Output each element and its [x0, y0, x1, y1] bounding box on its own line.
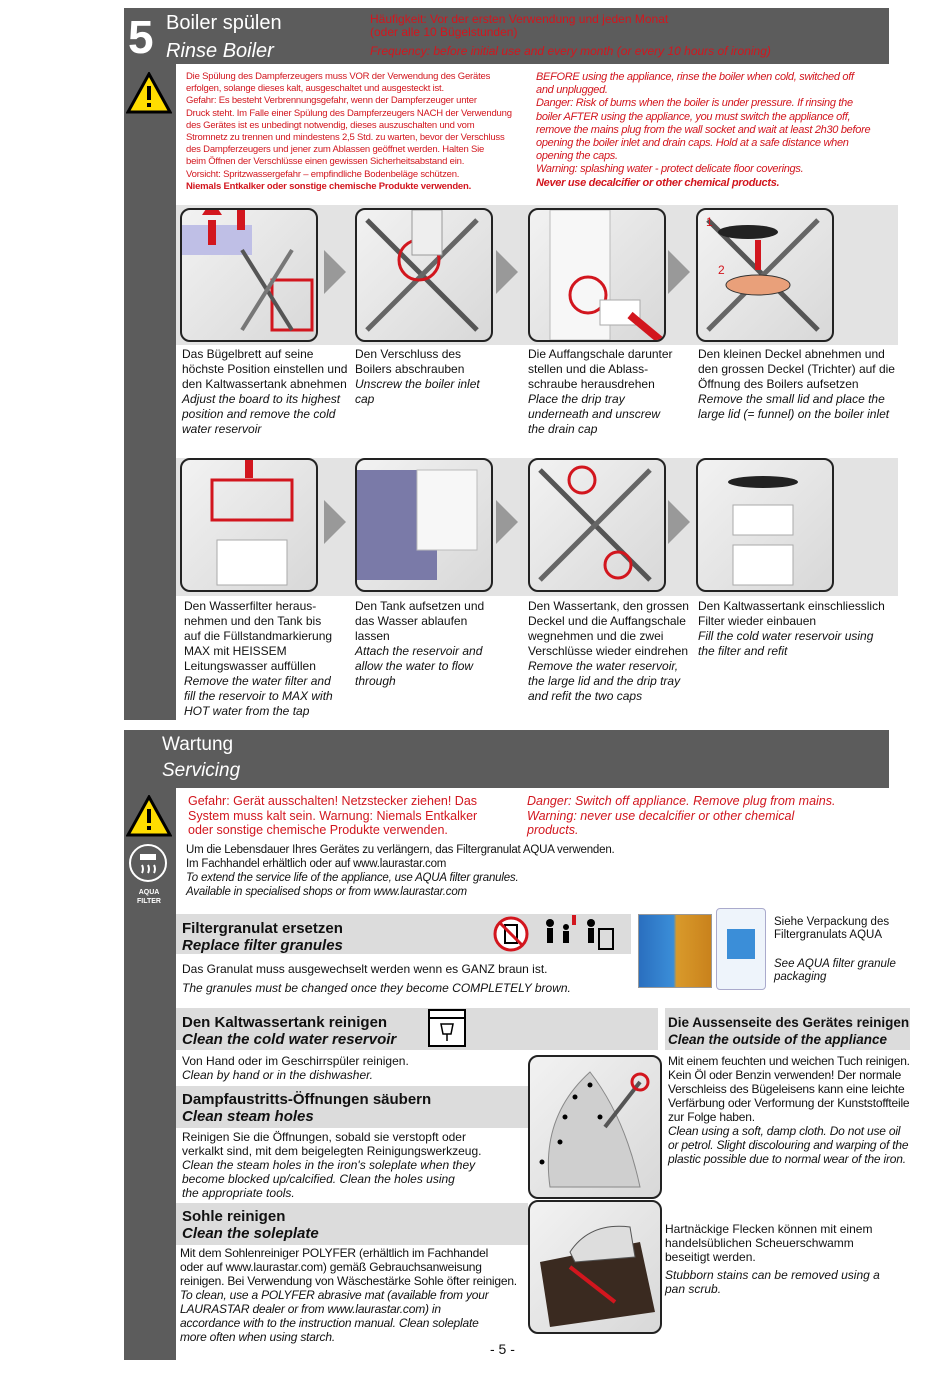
step7-photo	[528, 458, 666, 592]
reservoir-title: Den Kaltwassertank reinigen Clean the cold water reservoir	[182, 1014, 397, 1048]
keep-from-children-icon	[542, 915, 578, 953]
step3-photo	[528, 208, 666, 342]
step5-caption: Den Wasserfilter heraus- nehmen und den Tank bis auf die Füllstandmarkierung MAX mit HEISSEM Leitungswasser auffüllen Remove the water filter and fill the reservoir to MAX with HOT water from the tap	[184, 599, 333, 718]
steam-body: Reinigen Sie die Öffnungen, sobald sie verstopft oder verkalkt sind, mit dem beigelegten Reinigungswerkzeug. Clean the steam holes in the iron's soleplate when they become blocked up/calcified. Clean the holes using the appropriate tools.	[182, 1130, 482, 1200]
section-title-en: Rinse Boiler	[166, 40, 274, 62]
reservoir-body: Von Hand oder im Geschirrspüler reinigen. Clean by hand or in the dishwasher.	[182, 1054, 409, 1082]
filter-body: Das Granulat muss ausgewechselt werden wenn es GANZ braun ist. The granules must be changed once they become COMPLETELY brown.	[182, 962, 571, 995]
next-arrow-icon	[668, 250, 690, 294]
step6-photo	[355, 458, 493, 592]
next-arrow-icon	[668, 500, 690, 544]
servicing-title-en: Servicing	[162, 760, 241, 781]
filter-title: Filtergranulat ersetzen Replace filter granules	[182, 920, 343, 954]
sole-title: Sohle reinigen Clean the soleplate	[182, 1208, 319, 1242]
step3-caption: Die Auffangschale darunter stellen und die Ablass- schraube herausdrehen Place the drip tray underneath and unscrew the drain cap	[528, 347, 673, 436]
warning5-de: Die Spülung des Dampferzeugers muss VOR der Verwendung des Gerätes erfolgen, solange dieses kalt, ausgeschaltet und ausgesteckt ist. Gefahr: Es besteht Verbrennungsgefahr, wenn der Dampferzeuger unter Druck steht. Im Falle einer Spülung des Dampferzeugers NACH der Verwendung des Gerätes ist es unbedingt notwendig, dieses auszuschalten und vom Stromnetz zu trennen und mindestens 2,5 Std. zu warten, bevor der Verschluss des Dampferzeugers und jener zum Ablassen geöffnet werden. Halten Sie beim Öffnen der Verschlüsse einen gewissen Sicherheitsabstand ein. Vorsicht: Spritzwassergefahr – empfindliche Bodenbeläge schützen. Niemals Entkalker oder sonstige chemische Produkte verwenden.	[186, 71, 512, 192]
frequency-de: Häufigkeit: Vor der ersten Verwendung und jeden Monat (oder alle 10 Bügelstunden)	[370, 12, 669, 39]
soleplate-holes-photo	[528, 1055, 662, 1199]
aqua-info: Um die Lebensdauer Ihres Gerätes zu verlängern, das Filtergranulat AQUA verwenden. Im Fachhandel erhältlich oder auf www.laurastar.com To extend the service life of the appliance, use AQUA filter granules. Available in specialised shops or from www.laurastar.com	[186, 844, 615, 898]
step1-photo	[180, 208, 318, 342]
step7-caption: Den Wassertank, den grossen Deckel und die Auffangschale wegnehmen und die zwei Verschlüsse wieder eindrehen Remove the water reservoir, the large lid and the drip tray and refit the two caps	[528, 599, 689, 703]
step1-caption: Das Bügelbrett auf seine höchste Position einstellen und den Kaltwassertank abnehmen Adjust the board to its highest position and remove the cold water reservoir	[182, 347, 348, 436]
steam-title: Dampfaustritts-Öffnungen säubern Clean steam holes	[182, 1091, 432, 1125]
next-arrow-icon	[496, 250, 518, 294]
outside-body: Mit einem feuchten und weichen Tuch reinigen. Kein Öl oder Benzin verwenden! Der normale Verschleiss des Bügeleisens kann eine leichte Verfärbung oder Verformung der Kunststoffteile zur Folge haben. Clean using a soft, damp cloth. Do not use oil or petrol. Slight discolouring and warping of the plastic possible due to normal wear of the iron.	[668, 1054, 910, 1166]
step6-caption: Den Tank aufsetzen und das Wasser ablaufen lassen Attach the reservoir and allow the water to flow through	[355, 599, 485, 688]
next-arrow-icon	[496, 500, 518, 544]
sole-side-note: Hartnäckige Flecken können mit einem handelsüblichen Scheuerschwamm beseitigt werden. Stubborn stains can be removed using a pan scrub.	[665, 1222, 880, 1296]
aqua-filter-icon	[128, 843, 168, 883]
warning-triangle-icon	[126, 72, 172, 114]
aqua-granules-image	[638, 914, 712, 988]
section5-sidebar	[124, 64, 176, 720]
soleplate-cleaning-photo	[528, 1200, 662, 1334]
step5-photo	[180, 458, 318, 592]
page-number: - 5 -	[490, 1341, 515, 1357]
next-arrow-icon	[324, 250, 346, 294]
servicing-danger-de: Gefahr: Gerät ausschalten! Netzstecker ziehen! Das System muss kalt sein. Warnung: Niemals Entkalker oder sonstige chemische Produkte verwenden.	[188, 794, 478, 837]
step4-photo	[696, 208, 834, 342]
sole-body: Mit dem Sohlenreiniger POLYFER (erhältlich im Fachhandel oder auf www.laurastar.com) gemäß Gebrauchsanweisung reinigen. Bei Verwendung von Wäschestärke Sohle öfter reinigen. To clean, use a POLYFER abrasive mat (available from your LAURASTAR dealer or from www.laurastar.com) in accordance with to the instruction manual. Clean soleplate more often when using starch.	[180, 1246, 517, 1344]
warning-triangle-icon	[126, 795, 172, 837]
frequency-en: Frequency: before initial use and every month (or every 10 hours of ironing)	[370, 44, 771, 58]
section-title-de: Boiler spülen	[166, 12, 282, 34]
servicing-title-de: Wartung	[162, 734, 234, 755]
outside-title: Die Aussenseite des Gerätes reinigen Clean the outside of the appliance	[668, 1015, 910, 1047]
dispose-bin-icon	[583, 915, 615, 953]
dishwasher-icon	[427, 1008, 467, 1048]
step2-photo	[355, 208, 493, 342]
step8-caption: Den Kaltwassertank einschliesslich Filter wieder einbauen Fill the cold water reservoir using the filter and refit	[698, 599, 885, 658]
step4-caption: Den kleinen Deckel abnehmen und den grossen Deckel (Trichter) auf die Öffnung des Boilers aufsetzen Remove the small lid and place the large lid (= funnel) on the boiler inlet	[698, 347, 895, 421]
next-arrow-icon	[324, 500, 346, 544]
warning5-en: BEFORE using the appliance, rinse the boiler when cold, switched off and unplugged. Danger: Risk of burns when the boiler is under pressure. If rinsing the boiler AFTER using the appliance, you must switch the appliance off, remove the mains plug from the wall socket and wait at least 2h30 before opening the boiler inlet and drain caps. Hold at a safe distance when opening the caps. Warning: splashing water - protect delicate floor coverings. Never use decalcifier or other chemical products.	[536, 71, 871, 189]
svg-text:1: 1	[706, 215, 713, 229]
step2-caption: Den Verschluss des Boilers abschrauben Unscrew the boiler inlet cap	[355, 347, 480, 406]
svg-text:2: 2	[718, 263, 725, 277]
aqua-package-image	[716, 908, 766, 990]
filter-side-note: Siehe Verpackung des Filtergranulats AQUA See AQUA filter granule packaging	[774, 916, 896, 983]
step8-photo	[696, 458, 834, 592]
servicing-danger-en: Danger: Switch off appliance. Remove plug from mains. Warning: never use decalcifier or other chemical products.	[527, 794, 836, 837]
section-number: 5	[128, 11, 154, 63]
no-drink-icon	[492, 915, 530, 953]
aqua-filter-label: AQUA FILTER	[137, 889, 161, 905]
